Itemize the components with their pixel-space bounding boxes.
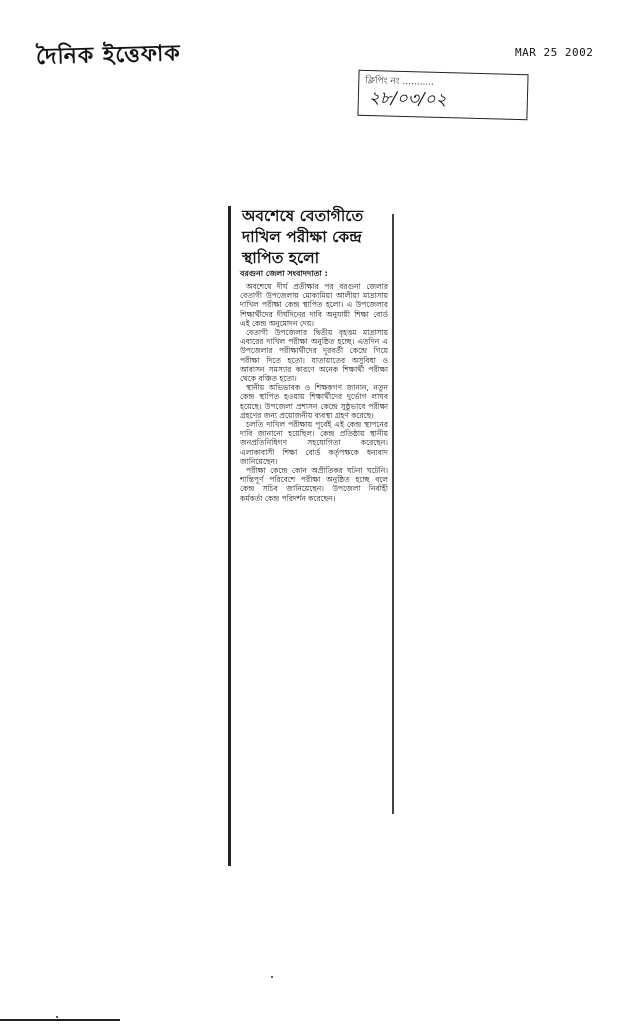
date-stamp: MAR 25 2002 — [515, 46, 594, 59]
newspaper-masthead: দৈনিক ইত্তেফাক — [35, 41, 182, 70]
article-paragraph: বেতাগী উপজেলার দ্বিতীয় বৃহত্তম মাদ্রাসায় এবারের দাখিল পরীক্ষা অনুষ্ঠিত হচ্ছে। এতদিন এ উপজেলার পরীক্ষার্থীদের দূরবর্তী কেন্দ্রে গিয়ে পরীক্ষা দিতে হতো। যাতায়াতের অসুবিধা ও আবাসন সমস্যার কারণে অনেক শিক্ষার্থী পরীক্ষা থেকে বঞ্চিত হতো। — [240, 328, 388, 384]
headline-line: দাখিল পরীক্ষা কেন্দ্র — [242, 228, 362, 246]
clipping-left-edge — [228, 206, 231, 866]
clipping-right-edge — [392, 214, 394, 814]
headline-line: অবশেষে বেতাগীতে — [242, 207, 364, 225]
headline-line: স্থাপিত হলো — [242, 249, 320, 267]
scan-bottom-rule — [0, 1019, 120, 1021]
article-headline — [242, 206, 382, 269]
newspaper-clipping — [228, 196, 394, 870]
reference-box — [357, 70, 528, 120]
article-paragraph: অবশেষে দীর্ঘ প্রতীক্ষার পর বরগুনা জেলার বেতাগী উপজেলায় মোকামিয়া আলীয়া মাদ্রাসায় দাখিল পরীক্ষা কেন্দ্র স্থাপিত হলো। এ উপজেলার শিক্ষার্থীদের দীর্ঘদিনের দাবি অনুযায়ী শিক্ষা বোর্ড এই কেন্দ্র অনুমোদন দেয়। — [240, 282, 388, 328]
article-byline: বরগুনা জেলা সংবাদদাতা : — [240, 269, 328, 278]
article-paragraph: চলতি দাখিল পরীক্ষায় পূর্বেই এই কেন্দ্র স্থাপনের দাবি জানানো হয়েছিল। কেন্দ্র প্রতিষ্ঠায় স্থানীয় জনপ্রতিনিধিগণ সহযোগিতা করেছেন। এলাকাবাসী শিক্ষা বোর্ড কর্তৃপক্ষকে ধন্যবাদ জানিয়েছেন। — [240, 420, 388, 466]
reference-box-caption: ক্লিপিং নং ........... — [365, 75, 435, 88]
reference-box-handwriting: ২৮/০৩/০২ — [368, 88, 447, 111]
article-paragraph: স্থানীয় অভিভাবক ও শিক্ষকগণ জানান, নতুন কেন্দ্র স্থাপিত হওয়ায় শিক্ষার্থীদের দুর্ভোগ লাঘব হয়েছে। উপজেলা প্রশাসন কেন্দ্রে সুষ্ঠুভাবে পরীক্ষা গ্রহণের জন্য প্রয়োজনীয় ব্যবস্থা গ্রহণ করেছে। — [240, 383, 388, 420]
article-paragraph: পরীক্ষা কেন্দ্রে কোন অপ্রীতিকর ঘটনা ঘটেনি। শান্তিপূর্ণ পরিবেশে পরীক্ষা অনুষ্ঠিত হচ্ছে বলে কেন্দ্র সচিব জানিয়েছেন। উপজেলা নির্বাহী কর্মকর্তা কেন্দ্র পরিদর্শন করেছেন। — [240, 466, 388, 503]
scan-speck — [56, 1016, 58, 1018]
article-body — [240, 282, 388, 858]
scan-speck — [271, 976, 273, 978]
